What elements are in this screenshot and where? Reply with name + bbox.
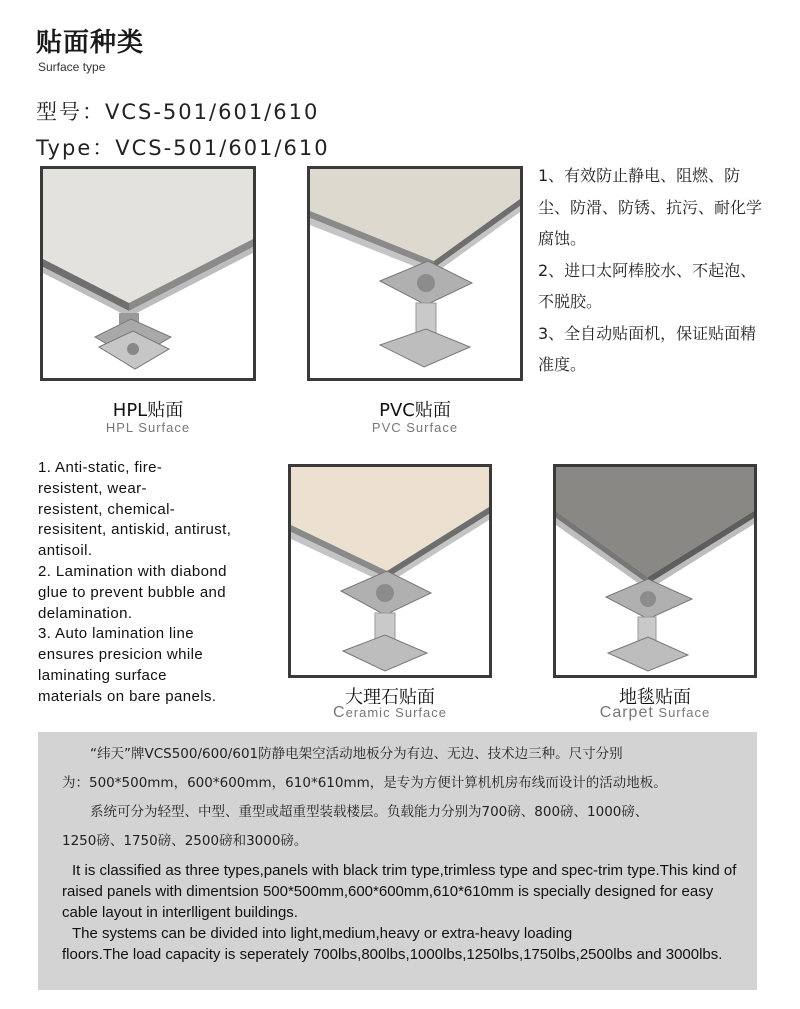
description-cn-line: “纬天”牌VCS500/600/601防静电架空活动地板分为有边、无边、技术边三种。尺寸分别 xyxy=(90,746,623,762)
feature-line: 2. Lamination with diabond xyxy=(38,562,227,580)
feature-line: 3. Auto lamination line xyxy=(38,625,194,643)
hpl-panel-photo xyxy=(40,166,256,381)
feature-line: 腐蚀。 xyxy=(538,229,587,248)
feature-line: ensures presicion while xyxy=(38,646,204,664)
feature-line: 准度。 xyxy=(538,355,587,374)
feature-line: delamination. xyxy=(38,604,133,622)
carpet-caption-en xyxy=(553,704,757,722)
feature-line: resisitent, antiskid, antirust, xyxy=(38,521,232,539)
raised-floor-panel-illustration xyxy=(43,169,253,378)
description-en-paragraph: It is classified as three types,panels with black trim type,trimless type and spec-trim type.This kind of raised panels with dimentsion 500*500mm,600*600mm,610*610mm is specially designed for easy cable layout in interlligent buildings. xyxy=(62,862,737,921)
feature-line: 尘、防滑、防锈、抗污、耐化学 xyxy=(538,197,763,217)
ceramic-panel-photo xyxy=(288,464,492,678)
hpl-caption-en: HPL Surface xyxy=(105,420,191,435)
feature-line: 2、进口太阿棒胶水、不起泡、 xyxy=(538,260,757,280)
page-title: 贴面种类 xyxy=(36,28,145,58)
description-en-line: floors.The load capacity is seperately 700lbs,800lbs,1000lbs,1250lbs,1750lbs,2500lbs and 3000lbs. xyxy=(62,946,723,963)
feature-list-cn xyxy=(538,160,776,381)
feature-line: laminating surface xyxy=(38,666,167,684)
carpet-caption-en-rest: Surface xyxy=(653,705,711,720)
feature-line: antisoil. xyxy=(38,542,93,560)
feature-line: resistent, wear- xyxy=(38,479,147,497)
description-cn-line: 系统可分为轻型、中型、重型或超重型装载楼层。负载能力分别为700磅、800磅、1000磅、 xyxy=(90,804,649,820)
model-number-cn: 型号：VCS-501/601/610 xyxy=(36,100,320,124)
ceramic-caption-en xyxy=(288,704,492,722)
feature-line: 1. Anti-static, fire- xyxy=(38,459,163,476)
feature-line: 1、有效防止静电、阻燃、防 xyxy=(538,166,741,185)
hpl-caption-cn: HPL贴面 xyxy=(112,400,184,421)
raised-floor-panel-illustration xyxy=(556,467,754,675)
feature-line: 3、全自动贴面机，保证贴面精 xyxy=(538,323,757,343)
pvc-caption-en: PVC Surface xyxy=(371,420,459,435)
feature-line: 不脱胶。 xyxy=(538,292,603,311)
description-en xyxy=(62,860,752,965)
raised-floor-panel-illustration xyxy=(291,467,489,675)
feature-list-en xyxy=(38,458,268,708)
feature-line: resistent, chemical- xyxy=(38,500,176,518)
description-box xyxy=(38,732,757,990)
ceramic-caption-en-initial: C xyxy=(333,704,346,721)
feature-line: materials on bare panels. xyxy=(38,687,217,705)
model-number-en: Type：VCS-501/601/610 xyxy=(36,136,330,160)
description-cn-line: 为：500*500mm，600*600mm，610*610mm，是专为方便计算机机房布线而设计的活动地板。 xyxy=(62,775,667,791)
raised-floor-panel-illustration xyxy=(310,169,520,378)
ceramic-caption-cn: 大理石贴面 xyxy=(345,687,435,708)
pvc-caption-cn: PVC贴面 xyxy=(379,400,451,421)
description-cn xyxy=(62,740,742,856)
description-cn-line: 1250磅、1750磅、2500磅和3000磅。 xyxy=(62,833,308,849)
carpet-caption-cn: 地毯贴面 xyxy=(619,687,691,708)
description-en-line: The systems can be divided into light,medium,heavy or extra-heavy loading xyxy=(72,925,573,942)
carpet-caption-en-word: Carpet xyxy=(599,704,654,721)
carpet-panel-photo xyxy=(553,464,757,678)
pvc-panel-photo xyxy=(307,166,523,381)
page-subtitle: Surface type xyxy=(38,60,106,74)
feature-line: glue to prevent bubble and xyxy=(38,583,227,601)
ceramic-caption-en-rest: eramic Surface xyxy=(345,705,447,720)
